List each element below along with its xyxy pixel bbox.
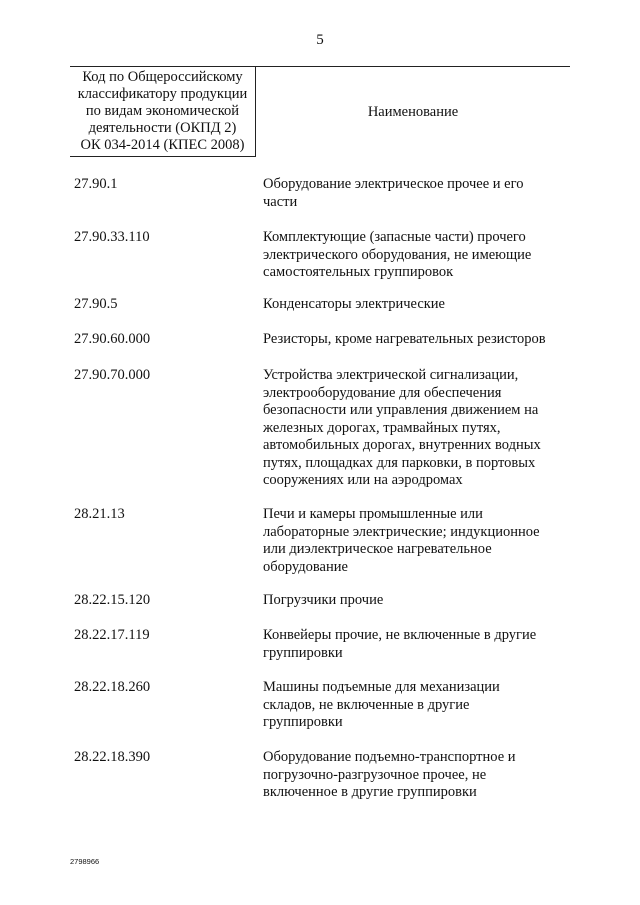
row-code: 28.22.18.390 <box>74 749 151 765</box>
header-code-column: Код по Общероссийскому классификатору продукции по видам экономической деятельности (ОКПД 2) ОК 034-2014 (КПЕС 2008) <box>70 67 256 157</box>
header-name-column: Наименование <box>367 103 459 120</box>
row-name: Печи и камеры промышленные или лабораторные электрические; индукционное или диэлектрическое нагревательное оборудование <box>263 506 540 575</box>
row-name: Резисторы, кроме нагревательных резисторов <box>263 331 546 347</box>
row-code: 27.90.33.110 <box>74 229 150 245</box>
row-name: Оборудование электрическое прочее и его части <box>263 176 524 210</box>
row-code: 27.90.70.000 <box>74 367 151 383</box>
row-code: 28.21.13 <box>74 506 125 522</box>
row-name: Конденсаторы электрические <box>263 296 445 312</box>
row-code: 27.90.5 <box>74 296 118 312</box>
row-name: Машины подъемные для механизации складов, не включенные в другие группировки <box>263 679 500 730</box>
page-number: 5 <box>316 32 324 48</box>
row-code: 27.90.60.000 <box>74 331 151 347</box>
row-name: Оборудование подъемно-транспортное и погрузочно-разгрузочное прочее, не включенное в другие группировки <box>263 749 516 800</box>
row-code: 28.22.18.260 <box>74 679 151 695</box>
document-id: 2798966 <box>70 857 100 866</box>
row-name: Устройства электрической сигнализации, электрооборудование для обеспечения безопасности или управления движением на железных дорогах, трамвайных путях, автомобильных дорогах, внутренних водных путях, площадках для парковки, в портовых сооружениях или на аэродромах <box>263 367 541 488</box>
row-name: Погрузчики прочие <box>263 592 384 608</box>
row-code: 28.22.17.119 <box>74 627 150 643</box>
row-code: 28.22.15.120 <box>74 592 151 608</box>
table-header <box>70 66 570 158</box>
row-name: Конвейеры прочие, не включенные в другие группировки <box>263 627 537 661</box>
row-code: 27.90.1 <box>74 176 118 192</box>
row-name: Комплектующие (запасные части) прочего электрического оборудования, не имеющие самостоятельных группировок <box>263 229 532 280</box>
